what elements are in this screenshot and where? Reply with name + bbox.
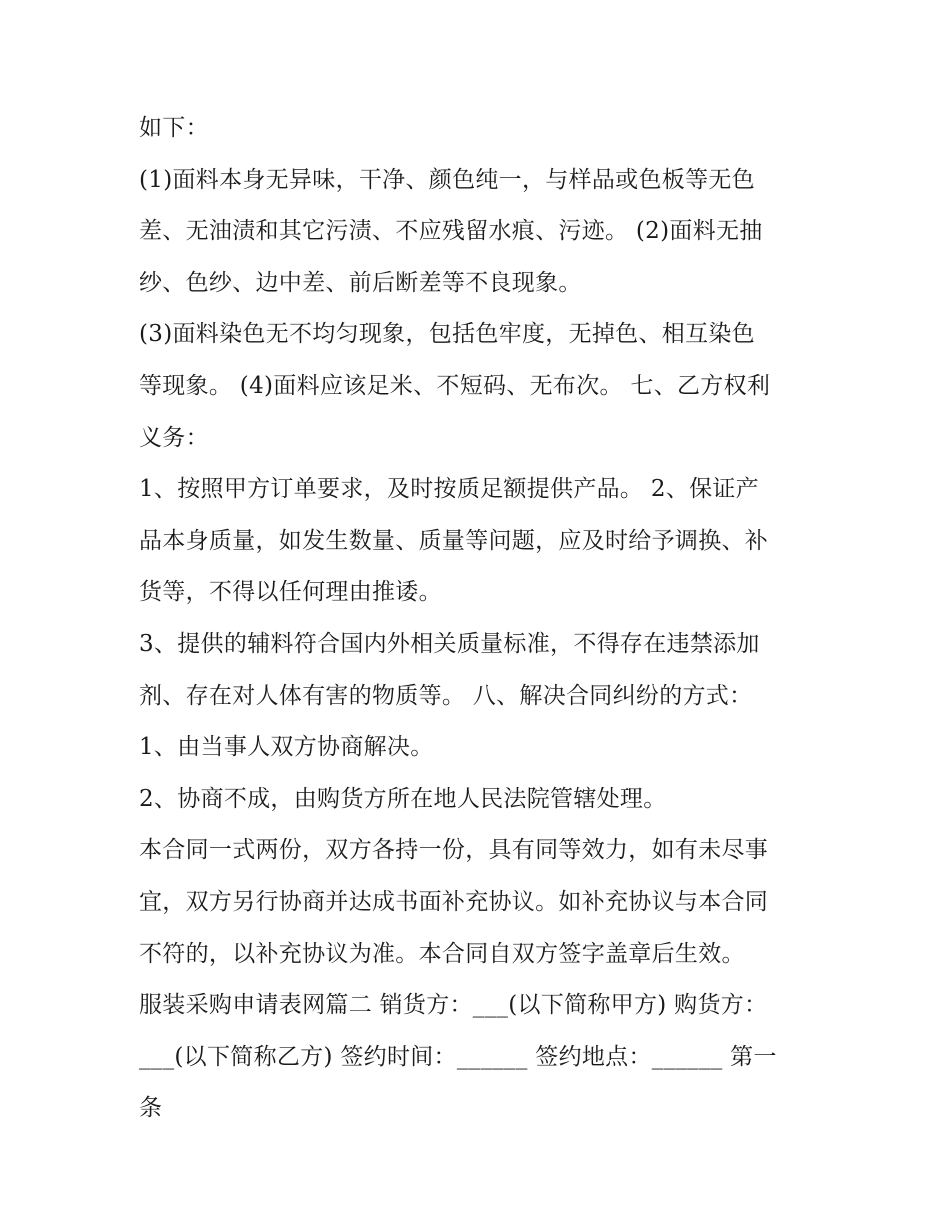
text-line: 品本身质量，如发生数量、质量等问题，应及时给予调换、补 [139, 527, 769, 554]
text-line: ___(以下简称乙方) 签约时间：______ 签约地点：______ 第一 [139, 1043, 777, 1070]
text-line: 纱、色纱、边中差、前后断差等不良现象。 [139, 269, 582, 296]
text-line: 剂、存在对人体有害的物质等。 八、解决合同纠纷的方式： [139, 682, 753, 709]
text-line: 1、由当事人双方协商解决。 [139, 734, 434, 761]
document-body [139, 103, 829, 1135]
text-line: 等现象。 (4)面料应该足米、不短码、无布次。 七、乙方权利 [139, 372, 771, 399]
text-line: 1、按照甲方订单要求，及时按质足额提供产品。 2、保证产 [139, 476, 759, 503]
text-line: 不符的，以补充协议为准。本合同自双方签字盖章后生效。 [139, 940, 745, 967]
text-line: 条 [139, 1095, 163, 1122]
text-line: (1)面料本身无异味，干净、颜色纯一，与样品或色板等无色 [139, 166, 755, 193]
text-line: 义务： [139, 424, 209, 451]
text-line: 服装采购申请表网篇二 销货方：___(以下简称甲方) 购货方： [139, 992, 768, 1019]
text-line: 差、无油渍和其它污渍、不应残留水痕、污迹。 (2)面料无抽 [139, 218, 763, 245]
text-line: (3)面料染色无不均匀现象，包括色牢度，无掉色、相互染色 [139, 321, 755, 348]
text-line: 3、提供的辅料符合国内外相关质量标准，不得存在违禁添加 [139, 630, 760, 657]
text-line: 如下： [139, 115, 209, 141]
text-line: 货等，不得以任何理由推诿。 [139, 579, 442, 606]
text-line: 宜，双方另行协商并达成书面补充协议。如补充协议与本合同 [139, 888, 769, 915]
text-line: 本合同一式两份，双方各持一份，具有同等效力，如有未尽事 [139, 837, 769, 864]
text-line: 2、协商不成，由购货方所在地人民法院管辖处理。 [139, 785, 667, 812]
